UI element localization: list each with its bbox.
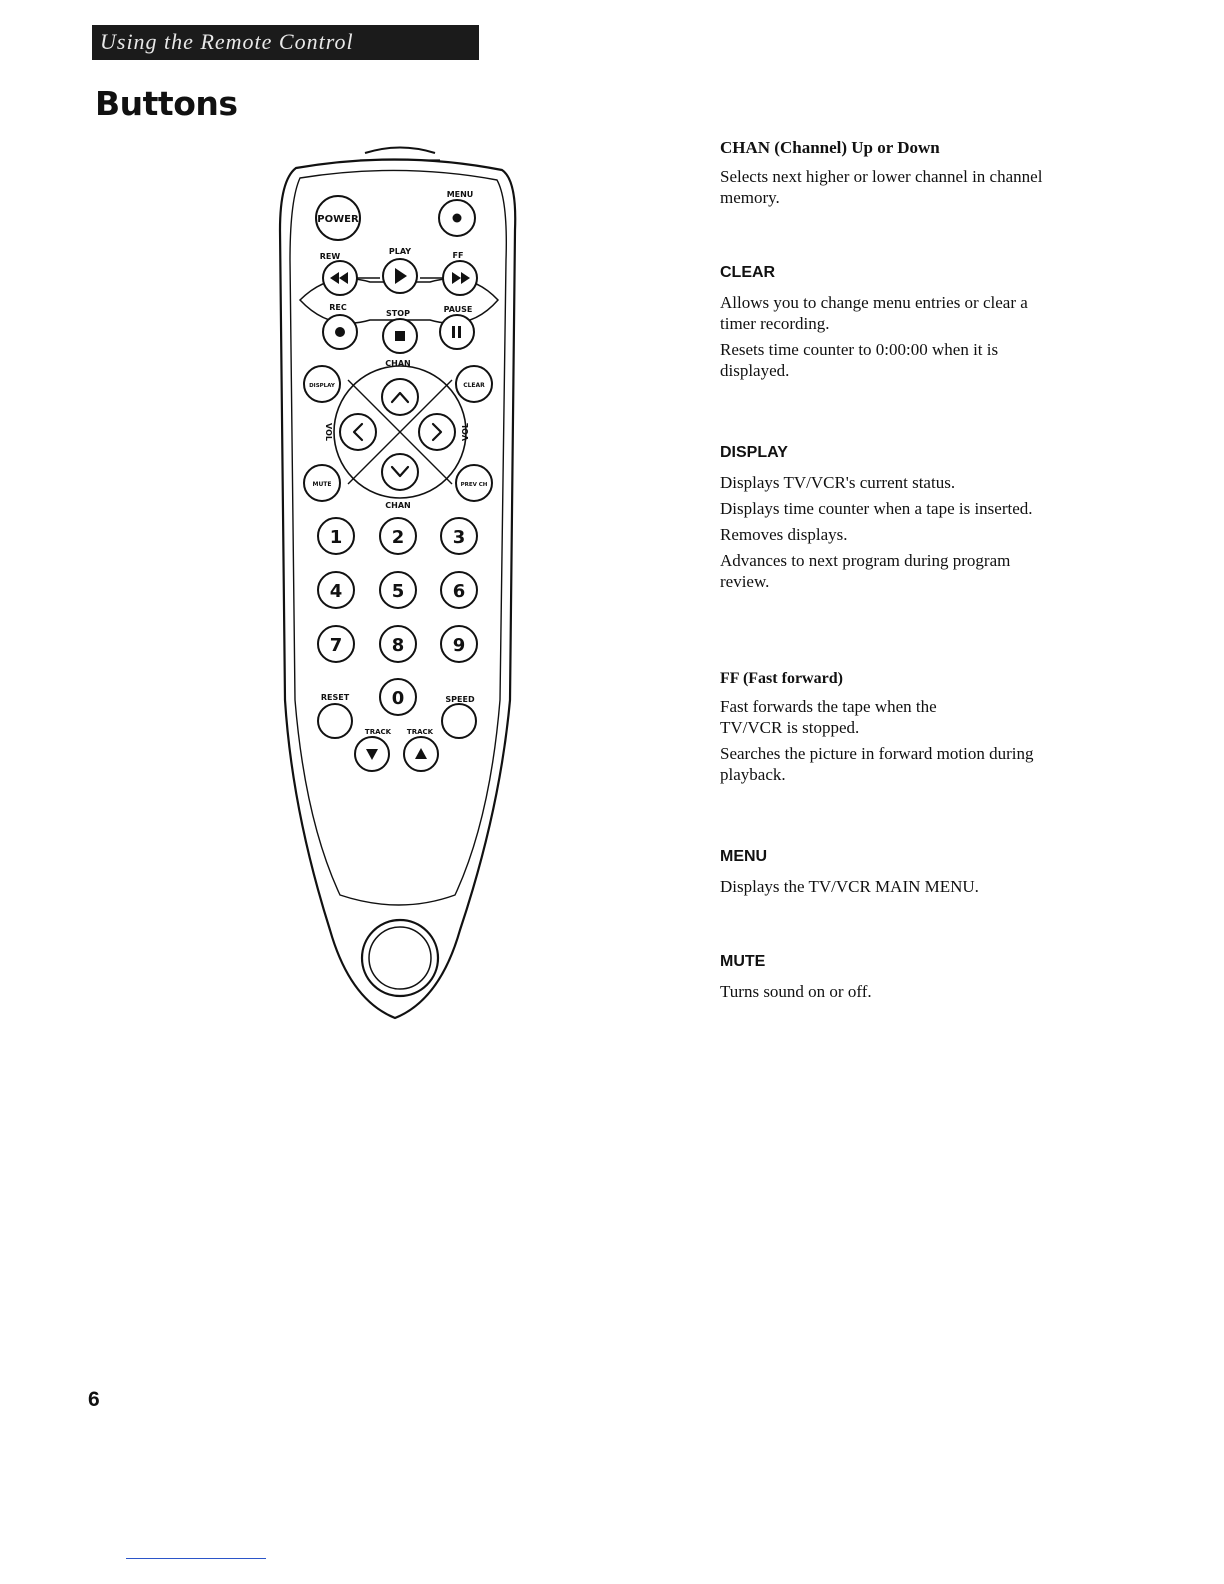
record-icon xyxy=(335,327,345,337)
section-heading: CHAN (Channel) Up or Down xyxy=(720,138,940,157)
rec-label: REC xyxy=(329,303,347,312)
number-0-label: 0 xyxy=(391,688,405,709)
section-heading: MUTE xyxy=(720,953,766,970)
remote-control-illustration xyxy=(270,140,530,1030)
power-label: POWER xyxy=(317,214,359,225)
number-5-label: 5 xyxy=(391,581,405,602)
section-heading: DISPLAY xyxy=(720,444,788,461)
chan-bottom-label: CHAN xyxy=(385,501,411,510)
header-bar xyxy=(92,25,479,60)
mute-label: MUTE xyxy=(312,481,332,488)
number-3-label: 3 xyxy=(452,527,466,548)
display-label: DISPLAY xyxy=(309,383,335,389)
section-clear xyxy=(720,264,1060,386)
page-title: Buttons xyxy=(95,84,238,123)
number-2-label: 2 xyxy=(391,527,405,548)
track-up-label: TRACK xyxy=(406,728,434,736)
number-8-label: 8 xyxy=(391,635,405,656)
channel-down-button[interactable] xyxy=(382,454,418,490)
section-display xyxy=(720,444,1060,597)
section-chan xyxy=(720,138,1060,213)
number-1-label: 1 xyxy=(329,527,343,548)
menu-dot-icon xyxy=(453,214,462,223)
number-9-label: 9 xyxy=(452,635,466,656)
channel-up-button[interactable] xyxy=(382,379,418,415)
section-heading: MENU xyxy=(720,848,768,865)
volume-down-button[interactable] xyxy=(340,414,376,450)
section-menu xyxy=(720,848,1060,902)
section-paragraph: Fast forwards the tape when the TV/VCR is stopped. xyxy=(720,697,937,737)
volume-up-button[interactable] xyxy=(419,414,455,450)
prev-ch-label: PREV CH xyxy=(460,482,488,488)
section-heading: CLEAR xyxy=(720,264,776,281)
bottom-rule xyxy=(126,1558,266,1559)
play-label: PLAY xyxy=(388,247,412,256)
section-paragraph: Displays TV/VCR's current status. xyxy=(720,473,956,492)
reset-button[interactable] xyxy=(318,704,352,738)
speed-label: SPEED xyxy=(445,695,475,704)
ff-label: FF xyxy=(452,251,464,260)
stop-label: STOP xyxy=(386,309,410,318)
section-paragraph: Resets time counter to 0:00:00 when it is displayed. xyxy=(720,340,999,380)
section-paragraph: Turns sound on or off. xyxy=(720,982,872,1001)
number-7-label: 7 xyxy=(329,635,343,656)
reset-label: RESET xyxy=(320,693,350,702)
stop-icon xyxy=(395,331,405,341)
pause-button[interactable] xyxy=(440,315,474,349)
menu-label: MENU xyxy=(446,190,474,199)
number-6-label: 6 xyxy=(452,581,466,602)
section-paragraph: Allows you to change menu entries or clear a timer recording. xyxy=(720,293,1028,333)
track-down-label: TRACK xyxy=(364,728,392,736)
chan-top-label: CHAN xyxy=(385,359,411,368)
speed-button[interactable] xyxy=(442,704,476,738)
section-title: Using the Remote Control xyxy=(100,29,354,54)
section-paragraph: Displays the TV/VCR MAIN MENU. xyxy=(720,877,979,896)
section-paragraph: Selects next higher or lower channel in channel memory. xyxy=(720,167,1043,207)
section-paragraph: Removes displays. xyxy=(720,525,848,544)
section-ff xyxy=(720,670,1060,790)
page-number: 6 xyxy=(88,1388,100,1411)
section-mute xyxy=(720,953,1060,1007)
rew-label: REW xyxy=(319,252,341,261)
vol-right-label: VOL xyxy=(461,423,470,441)
section-paragraph: Advances to next program during program review. xyxy=(720,551,1011,591)
clear-label: CLEAR xyxy=(463,382,485,389)
section-heading: FF (Fast forward) xyxy=(720,670,843,687)
pause-label: PAUSE xyxy=(443,305,473,314)
vol-left-label: VOL xyxy=(324,423,333,441)
section-paragraph: Displays time counter when a tape is inserted. xyxy=(720,499,1033,518)
section-paragraph: Searches the picture in forward motion during playback. xyxy=(720,744,1034,784)
number-4-label: 4 xyxy=(329,581,343,602)
